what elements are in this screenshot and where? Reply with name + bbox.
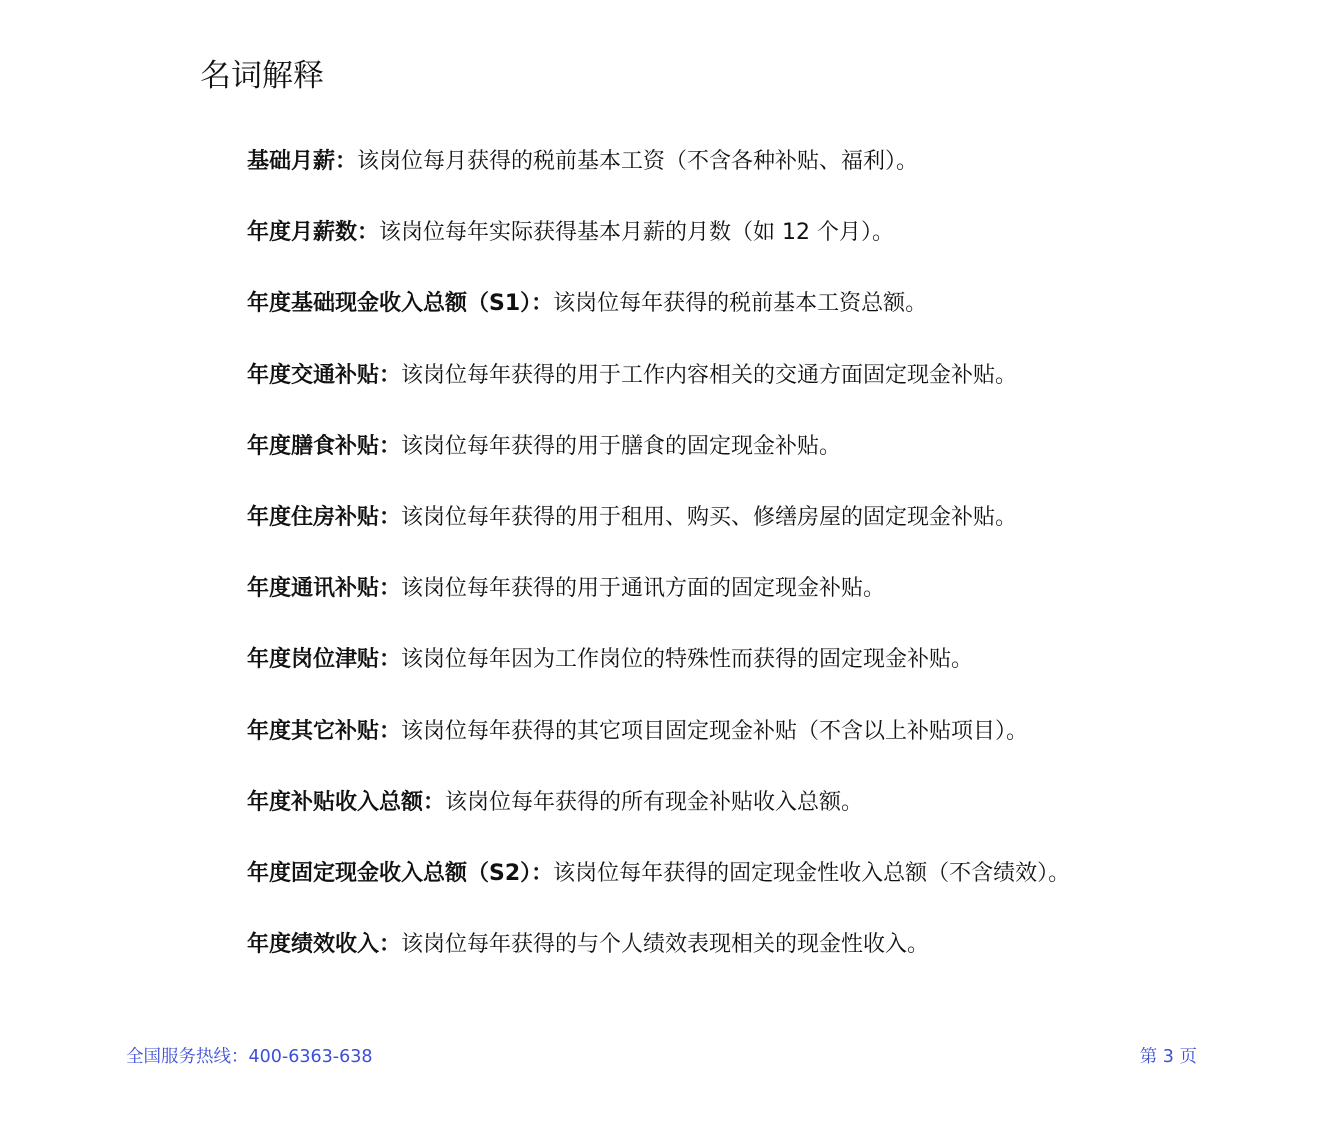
definition-item <box>247 216 1247 287</box>
definition-separator: ： <box>531 291 554 317</box>
definition-separator: ： <box>357 220 380 246</box>
definition-item <box>247 145 1247 216</box>
definition-description: 该岗位每年获得的与个人绩效表现相关的现金性收入。 <box>401 932 930 958</box>
definition-separator: ： <box>379 362 402 388</box>
definition-description: 该岗位每年获得的用于工作内容相关的交通方面固定现金补贴。 <box>401 362 1018 388</box>
definition-separator: ： <box>423 789 446 815</box>
definition-item <box>247 643 1247 714</box>
definition-description: 该岗位每年因为工作岗位的特殊性而获得的固定现金补贴。 <box>401 647 974 673</box>
footer-hotline: 全国服务热线：400-6363-638 <box>126 1047 373 1067</box>
definition-description: 该岗位每年获得的用于膳食的固定现金补贴。 <box>401 433 842 459</box>
definition-separator: ： <box>379 433 402 459</box>
definition-description: 该岗位每年实际获得基本月薪的月数（如 12 个月）。 <box>379 220 895 246</box>
definition-list <box>247 145 1247 999</box>
definition-description: 该岗位每年获得的固定现金性收入总额（不含绩效）。 <box>553 860 1071 886</box>
definition-term: 年度补贴收入总额 <box>247 789 424 815</box>
definition-term: 年度基础现金收入总额（S1） <box>247 291 532 317</box>
definition-separator: ： <box>379 576 402 602</box>
footer-page-number: 第 3 页 <box>1139 1047 1197 1067</box>
definition-description: 该岗位每年获得的税前基本工资总额。 <box>553 291 928 317</box>
definition-description: 该岗位每年获得的所有现金补贴收入总额。 <box>445 789 864 815</box>
definition-separator: ： <box>335 149 358 174</box>
definition-description: 该岗位每年获得的其它项目固定现金补贴（不含以上补贴项目）。 <box>401 718 1029 744</box>
definition-description: 该岗位每年获得的用于通讯方面的固定现金补贴。 <box>401 576 886 602</box>
definition-term: 年度膳食补贴 <box>247 433 380 459</box>
definition-description: 该岗位每年获得的用于租用、购买、修缮房屋的固定现金补贴。 <box>401 504 1018 530</box>
definition-item <box>247 287 1247 358</box>
definition-item <box>247 715 1247 786</box>
definition-item <box>247 430 1247 501</box>
definition-term: 年度通讯补贴 <box>247 576 380 602</box>
definition-separator: ： <box>379 932 402 958</box>
definition-item <box>247 786 1247 857</box>
definition-term: 年度其它补贴 <box>247 718 380 744</box>
definition-term: 年度岗位津贴 <box>247 647 380 673</box>
definition-separator: ： <box>531 860 554 886</box>
definition-term: 年度固定现金收入总额（S2） <box>247 860 532 886</box>
definition-term: 年度住房补贴 <box>247 504 380 530</box>
definition-item <box>247 359 1247 430</box>
definition-item <box>247 572 1247 643</box>
definition-term: 年度月薪数 <box>247 220 358 246</box>
definition-term: 基础月薪 <box>247 149 336 174</box>
definition-separator: ： <box>379 504 402 530</box>
definition-term: 年度绩效收入 <box>247 932 380 958</box>
definition-item <box>247 501 1247 572</box>
definition-description: 该岗位每月获得的税前基本工资（不含各种补贴、福利）。 <box>357 149 919 174</box>
definition-item <box>247 928 1247 999</box>
definition-separator: ： <box>379 718 402 744</box>
definition-item <box>247 857 1247 928</box>
definition-separator: ： <box>379 647 402 673</box>
definition-term: 年度交通补贴 <box>247 362 380 388</box>
page-title: 名词解释 <box>200 58 324 94</box>
